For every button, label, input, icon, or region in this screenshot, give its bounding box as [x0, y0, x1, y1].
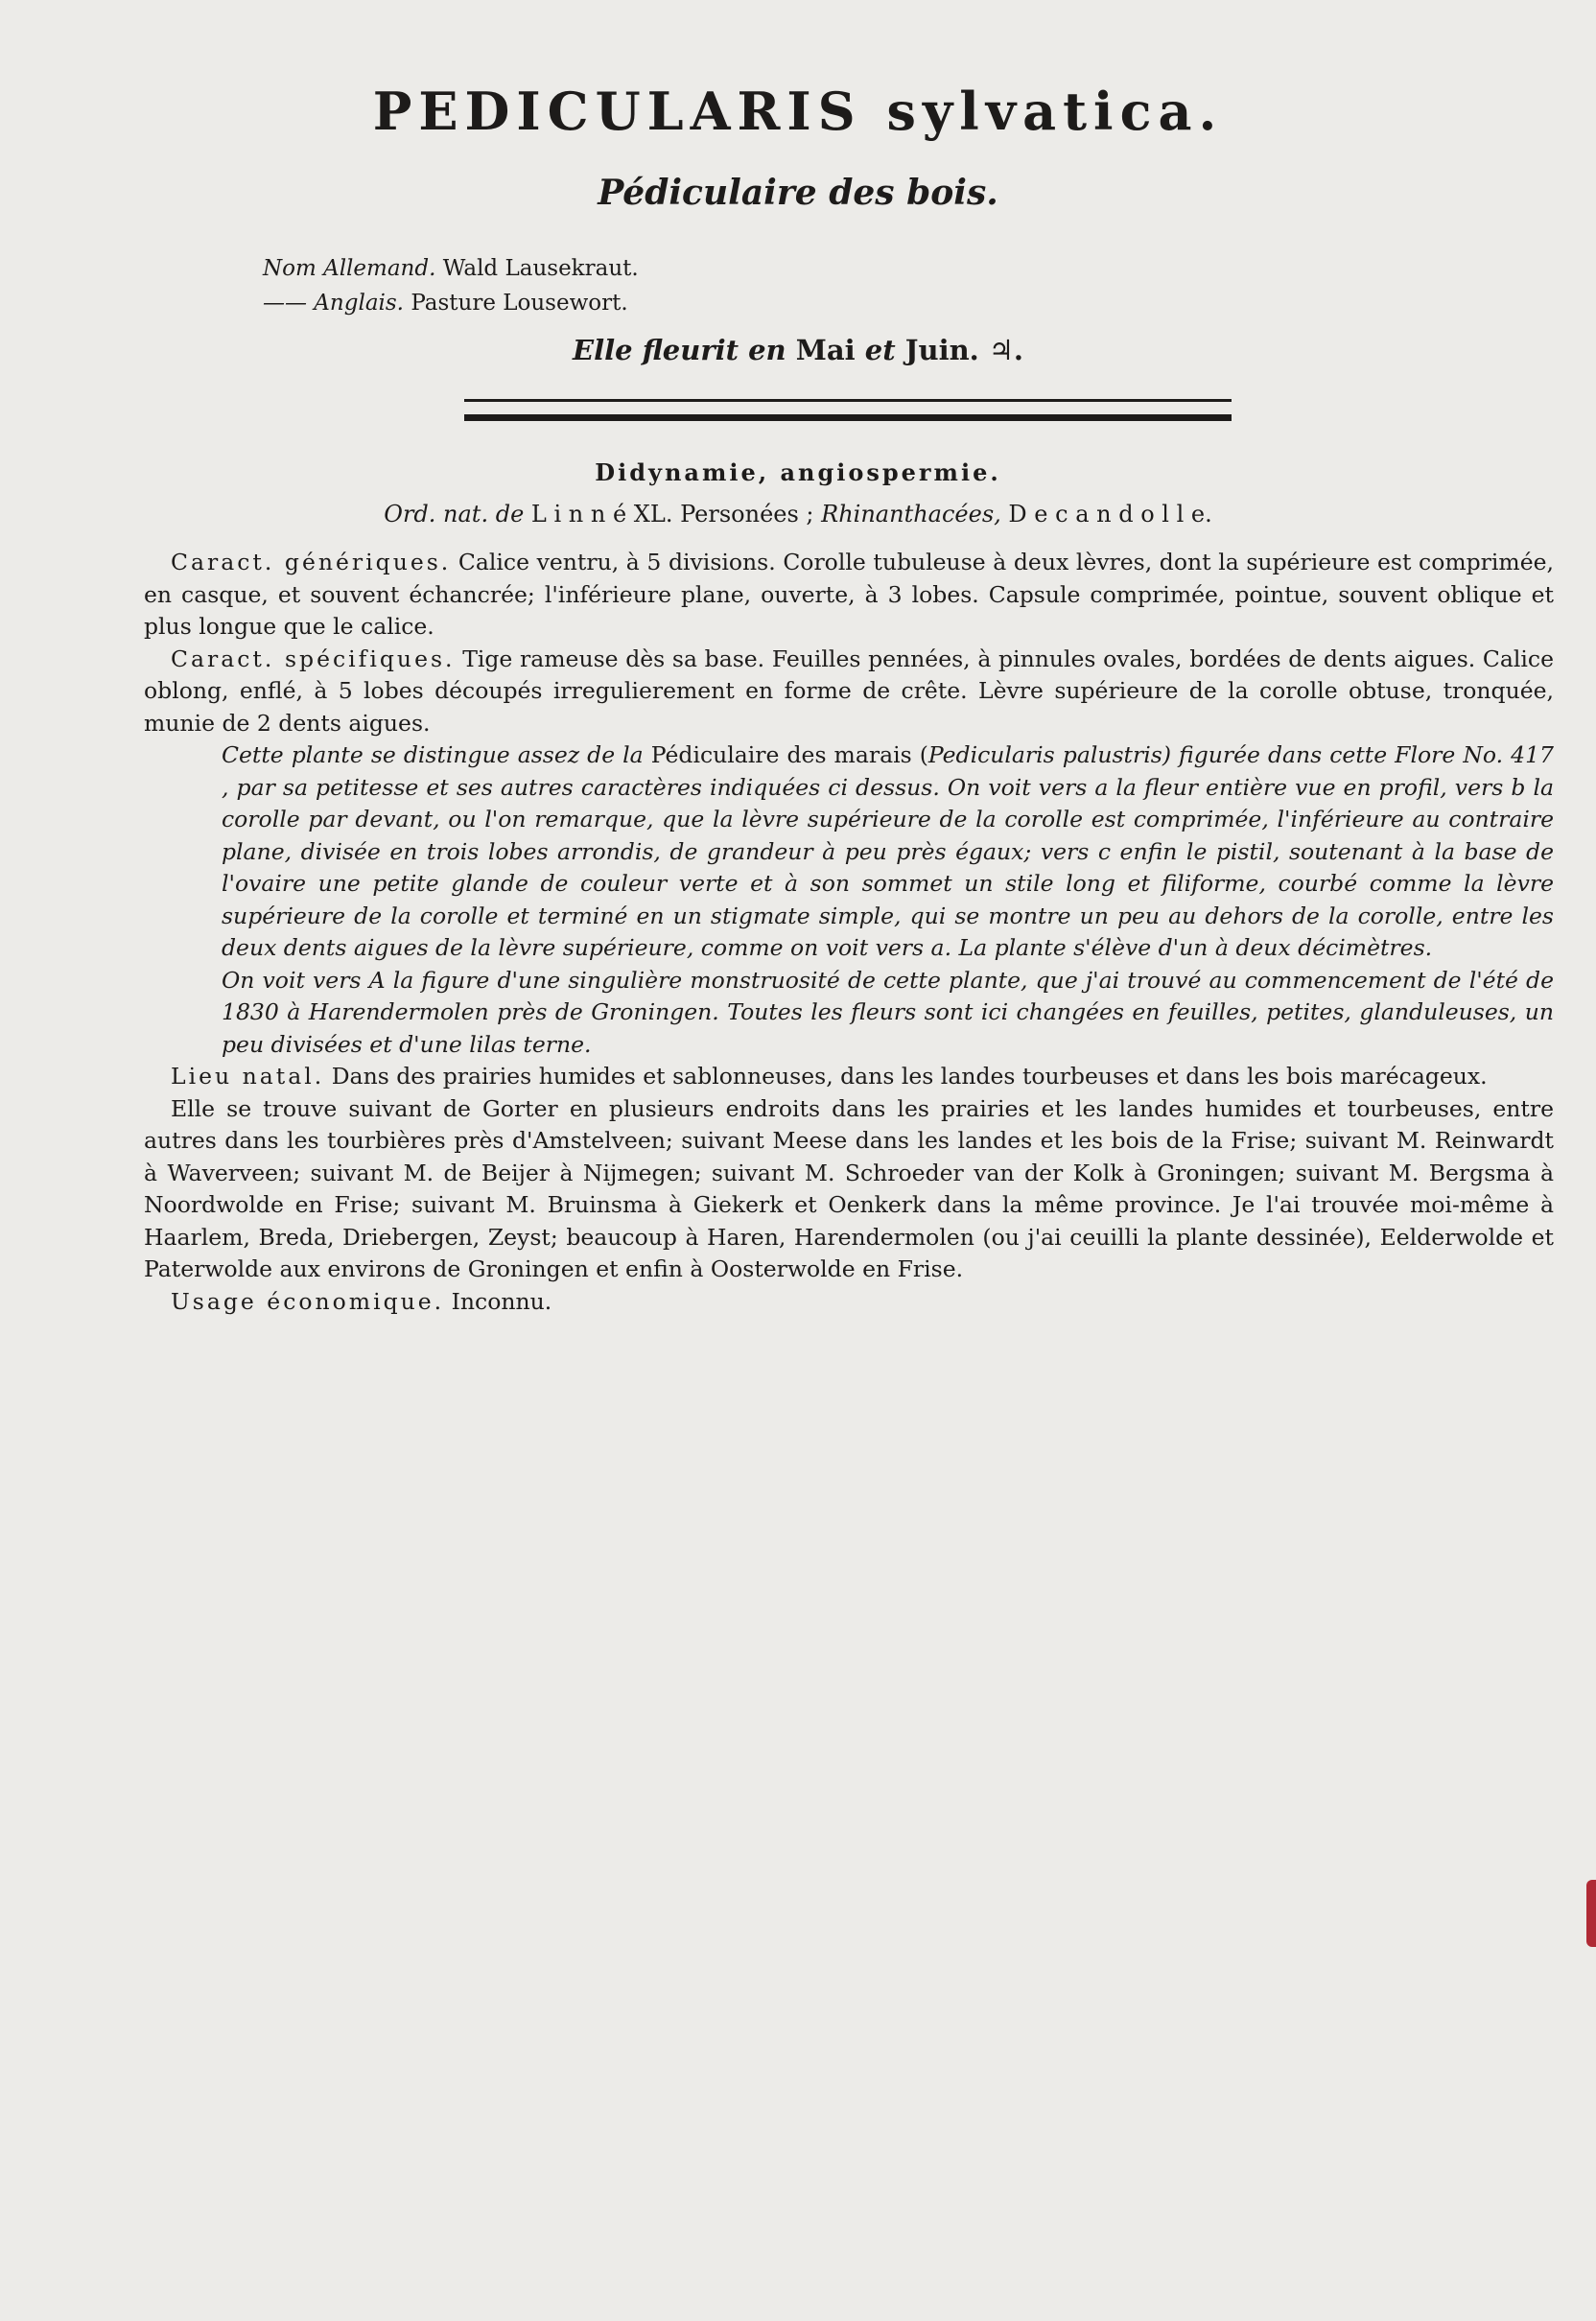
desc1-part-d: ) figurée dans cette Flore No. 417 , par sa petitesse et ses autres caractères indiquées ci dessus. On voit vers a la fleur entière vue en profil, vers b la corolle par devant, ou l'on remarque, que la lèvre supérieure de la corolle est comprimée, l'inférieure au contraire plane, divisée en trois lobes arrondis, de grandeur à peu près égaux; vers c enfin le pistil, soutenant à la base de l'ovaire une petite glande de couleur verte et à son sommet un stile long et filiforme, courbé comme la lèvre supérieure de la corolle et terminé en un stigmate simple, qui se montre un peu au dehors de la corolle, entre les deux dents aigues de la lèvre supérieure, comme on voit vers a. La plante s'élève d'un à deux décimètres. [222, 741, 1555, 961]
specific-characters-text: Tige rameuse dès sa base. Feuilles pennées, à pinnules ovales, bordées de dents aigues. Calice oblong, enflé, à 5 lobes découpés irregulierement en forme de crête. Lèvre supérieure de la corolle obtuse, tronquée, munie de 2 dents aigues. [144, 645, 1555, 737]
desc1-part-a: Cette plante se distingue assez de la [222, 741, 644, 768]
native-habitat-heading: Lieu natal. [171, 1063, 325, 1090]
page-title: PEDICULARIS sylvatica. [372, 81, 1224, 142]
flowering-prefix: Elle fleurit en [573, 334, 786, 366]
body-text [144, 547, 1554, 1318]
native-habitat [144, 1061, 1554, 1093]
flowering-month-may: Mai [795, 334, 856, 366]
generic-characters-text: Calice ventru, à 5 divisions. Corolle tubuleuse à deux lèvres, dont la supérieure est comprimée, en casque, et souvent échancrée; l'inférieure plane, ouverte, à 3 lobes. Capsule comprimée, pointue, souvent oblique et plus longue que le calice. [144, 549, 1554, 640]
economic-usage [144, 1286, 1554, 1319]
desc1-part-c: Pedicularis palustris [927, 741, 1162, 768]
divider-thin [464, 399, 1232, 402]
classification: Didynamie, angiospermie. [595, 458, 1001, 486]
name-english-value: Pasture Lousewort. [411, 291, 628, 316]
common-names [263, 251, 639, 320]
flowering-time [0, 334, 1596, 366]
description-paragraph-2: On voit vers A la figure d'une singulière monstruosité de cette plante, que j'ai trouvé au commencement de l'été de 1830 à Harendermolen près de Groningen. Toutes les fleurs sont ici changées en feuilles, petites, glanduleuses, un peu divisées et d'une lilas terne. [222, 966, 1554, 1058]
economic-usage-text: Inconnu. [451, 1287, 552, 1315]
ordnat-personees: Personées ; [680, 501, 814, 528]
ordnat-prefix: Ord. nat. de [384, 501, 525, 528]
ordnat-linne: L i n n é XL. [530, 501, 673, 528]
divider-thick [464, 414, 1232, 421]
native-habitat-text: Dans des prairies humides et sablonneuses, dans les landes tourbeuses et dans les bois marécageux. [331, 1063, 1488, 1090]
name-german-value: Wald Lausekraut. [442, 256, 639, 281]
name-english-label: —— Anglais. [263, 291, 404, 316]
natural-order [0, 501, 1596, 528]
specific-characters-heading: Caract. spécifiques. [171, 645, 456, 672]
desc1-part-b: Pédiculaire des marais ( [650, 741, 928, 768]
name-german-label: Nom Allemand. [263, 256, 436, 281]
specific-characters [144, 644, 1554, 740]
ordnat-rhinanthacees: Rhinanthacées, [821, 501, 1001, 528]
generic-characters [144, 547, 1554, 644]
name-english [263, 286, 639, 320]
flowering-and: et [864, 334, 896, 366]
page-subtitle: Pédiculaire des bois. [598, 173, 998, 213]
generic-characters-heading: Caract. génériques. [171, 549, 452, 575]
page-edge-mark [1586, 1880, 1596, 1947]
description-block [144, 739, 1554, 1061]
name-german [263, 251, 639, 286]
flowering-month-june: Juin. ♃. [904, 334, 1023, 366]
description-paragraph-1 [222, 739, 1554, 965]
ordnat-decandolle: D e c a n d o l l e. [1008, 501, 1212, 528]
localities: Elle se trouve suivant de Gorter en plusieurs endroits dans les prairies et les landes humides et tourbeuses, entre autres dans les tourbières près d'Amstelveen; suivant Meese dans les landes et les bois de la Frise; suivant M. Reinwardt à Waverveen; suivant M. de Beijer à Nijmegen; suivant M. Schroeder van der Kolk à Groningen; suivant M. Bergsma à Noordwolde en Frise; suivant M. Bruinsma à Giekerk et Oenkerk dans la même province. Je l'ai trouvée moi-même à Haarlem, Breda, Driebergen, Zeyst; beaucoup à Haren, Harendermolen (ou j'ai ceuilli la plante dessinée), Eelderwolde et Paterwolde aux environs de Groningen et enfin à Oosterwolde en Frise. [144, 1094, 1554, 1282]
economic-usage-heading: Usage économique. [171, 1287, 445, 1315]
